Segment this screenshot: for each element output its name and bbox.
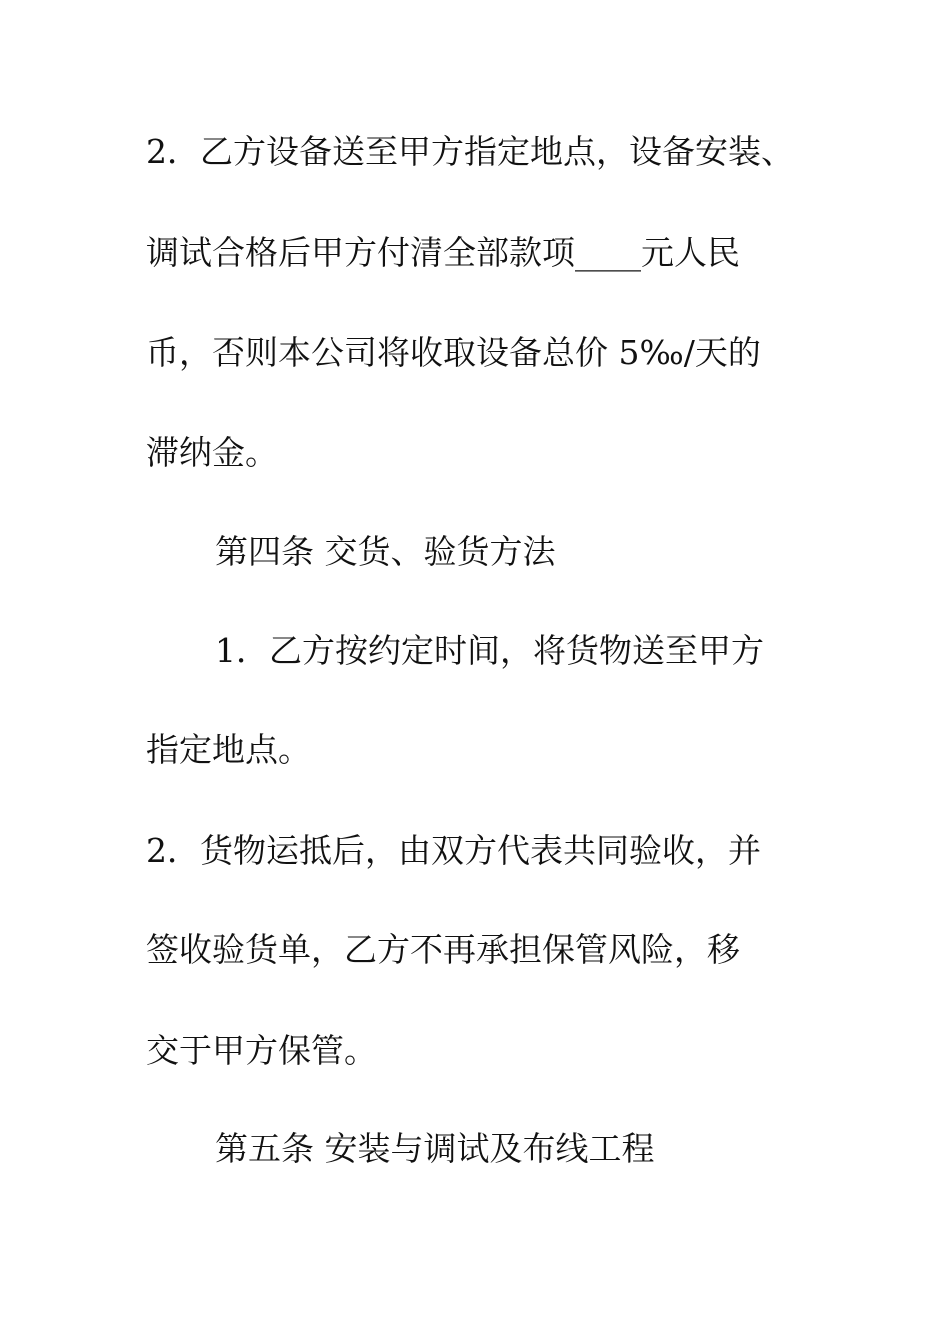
clause-line-2: 指定地点。 (146, 730, 311, 769)
paragraph-line-4: 滞纳金。 (146, 433, 278, 472)
paragraph-line-2: 调试合格后甲方付清全部款项____元人民 (146, 233, 740, 272)
clause-line-5: 交于甲方保管。 (146, 1031, 377, 1070)
clause-line-4: 签收验货单，乙方不再承担保管风险，移 (146, 930, 740, 969)
clause-line-3: 2．货物运抵后，由双方代表共同验收，并 (146, 831, 761, 870)
paragraph-line-3: 币，否则本公司将收取设备总价 5‰/天的 (146, 333, 761, 372)
clause-line-1: 1．乙方按约定时间，将货物送至甲方 (215, 631, 764, 670)
paragraph-line-1: 2．乙方设备送至甲方指定地点，设备安装、 (146, 132, 794, 171)
section-heading-4: 第四条 交货、验货方法 (215, 532, 556, 571)
section-heading-5: 第五条 安装与调试及布线工程 (215, 1129, 655, 1168)
